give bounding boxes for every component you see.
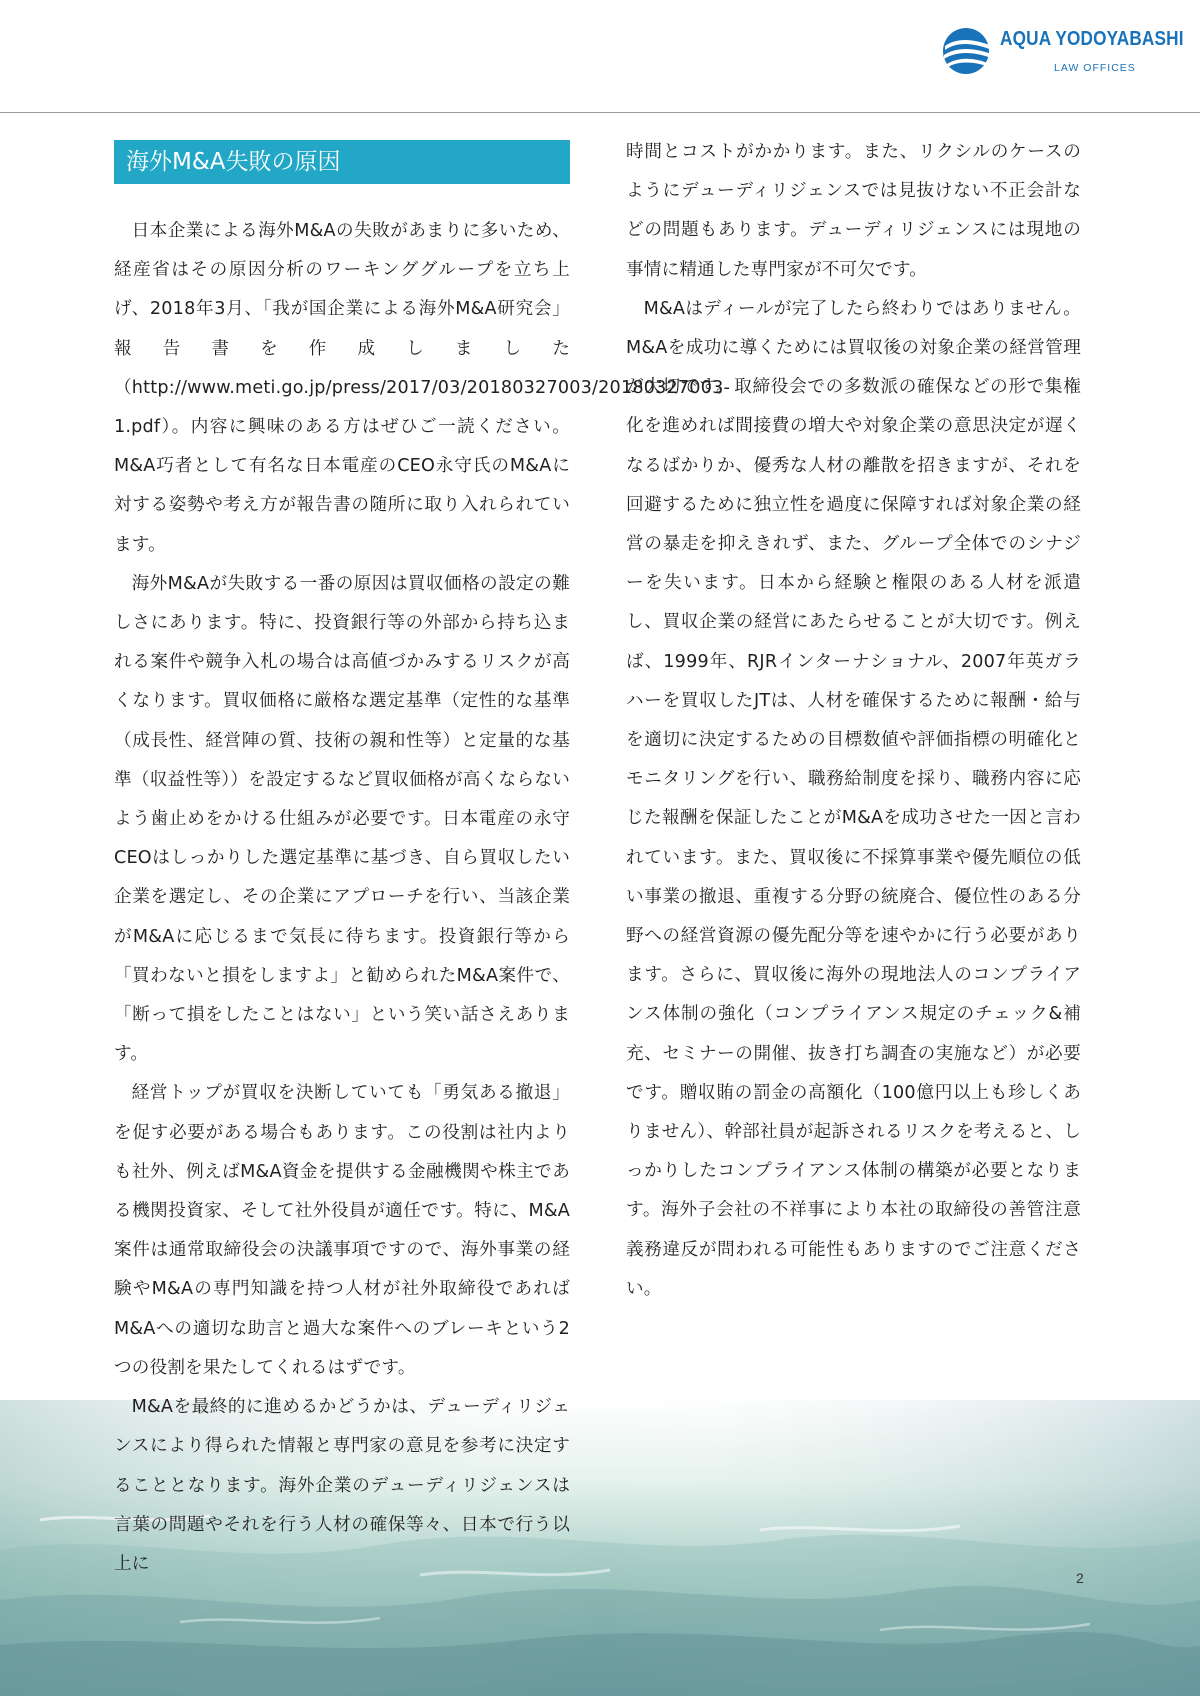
logo-name: AQUA YODOYABASHI bbox=[1000, 28, 1184, 50]
aqua-wave-logo-icon bbox=[942, 26, 994, 76]
body-paragraph: 海外M&Aが失敗する一番の原因は買収価格の設定の難しさにあります。特に、投資銀行等の外部から持ち込まれる案件や競争入札の場合は高値づかみするリスクが高くなります。買収価格に厳格な選定基準（定性的な基準（成長性、経営陣の質、技術の親和性等）と定量的な基準（収益性等））を設定するなど買収価格が高くならないよう歯止めをかける仕組みが必要です。日本電産の永守CEOはしっかりした選定基準に基づき、自ら買収したい企業を選定し、その企業にアプローチを行い、当該企業がM&Aに応じるまで気長に待ちます。投資銀行等から「買わないと損をしますよ」と勧められたM&A案件で、「断って損をしたことはない」という笑い話さえあります。 bbox=[114, 573, 570, 1065]
body-paragraph: 日本企業による海外M&Aの失敗があまりに多いため、経産省はその原因分析のワーキンググループを立ち上げ、2018年3月、「我が国企業による海外M&A研究会」報告書を作成しました（http://www.meti.go.jp/press/2017/03/20180327003/20180327003-1.pdf）。内容に興味のある方はぜひご一読ください。M&A巧者として有名な日本電産のCEO永守氏のM&Aに対する姿勢や考え方が報告書の随所に取り入れられています。 bbox=[114, 221, 731, 555]
section-heading: 海外M&A失敗の原因 bbox=[114, 140, 570, 184]
left-column-text bbox=[114, 212, 731, 1584]
firm-logo bbox=[942, 26, 1184, 76]
body-paragraph: 経営トップが買収を決断していても「勇気ある撤退」を促す必要がある場合もあります。この役割は社内よりも社外、例えばM&A資金を提供する金融機関や株主である機関投資家、そして社外役員が適任です。特に、M&A案件は通常取締役会の決議事項ですので、海外事業の経験やM&Aの専門知識を持つ人材が社外取締役であればM&Aへの適切な助言と過大な案件へのブレーキという2つの役割を果たしてくれるはずです。 bbox=[114, 1083, 570, 1378]
right-column-text bbox=[626, 133, 1081, 1309]
body-paragraph: M&Aを最終的に進めるかどうかは、デューディリジェンスにより得られた情報と専門家の意見を参考に決定することとなります。海外企業のデューディリジェンスは言葉の問題やそれを行う人材の確保等々、日本で行う以上に bbox=[114, 1397, 570, 1574]
logo-subtitle: LAW OFFICES bbox=[1054, 62, 1136, 74]
header-divider bbox=[0, 112, 1200, 113]
body-paragraph: M&Aはディールが完了したら終わりではありません。M&Aを成功に導くためには買収後の対象企業の経営管理が大切です。取締役会での多数派の確保などの形で集権化を進めれば間接費の増大や対象企業の意思決定が遅くなるばかりか、優秀な人材の離散を招きますが、それを回避するために独立性を過度に保障すれば対象企業の経営の暴走を抑えきれず、また、グループ全体でのシナジーを失います。日本から経験と権限のある人材を派遣し、買収企業の経営にあたらせることが大切です。例えば、1999年、RJRインターナショナル、2007年英ガラハーを買収したJTは、人材を確保するために報酬・給与を適切に決定するための目標数値や評価指標の明確化とモニタリングを行い、職務給制度を採り、職務内容に応じた報酬を保証したことがM&Aを成功させた一因と言われています。また、買収後に不採算事業や優先順位の低い事業の撤退、重複する分野の統廃合、優位性のある分野への経営資源の優先配分等を速やかに行う必要があります。さらに、買収後に海外の現地法人のコンプライアンス体制の強化（コンプライアンス規定のチェック&補充、セミナーの開催、抜き打ち調査の実施など）が必要です。贈収賄の罰金の高額化（100億円以上も珍しくありません）、幹部社員が起訴されるリスクを考えると、しっかりしたコンプライアンス体制の構築が必要となります。海外子会社の不祥事により本社の取締役の善管注意義務違反が問われる可能性もありますのでご注意ください。 bbox=[626, 298, 1081, 1299]
page-number: 2 bbox=[1076, 1570, 1084, 1586]
body-paragraph-continuation: 時間とコストがかかります。また、リクシルのケースのようにデューディリジェンスでは見抜けない不正会計などの問題もあります。デューディリジェンスには現地の事情に精通した専門家が不可欠です。 bbox=[626, 142, 1081, 280]
